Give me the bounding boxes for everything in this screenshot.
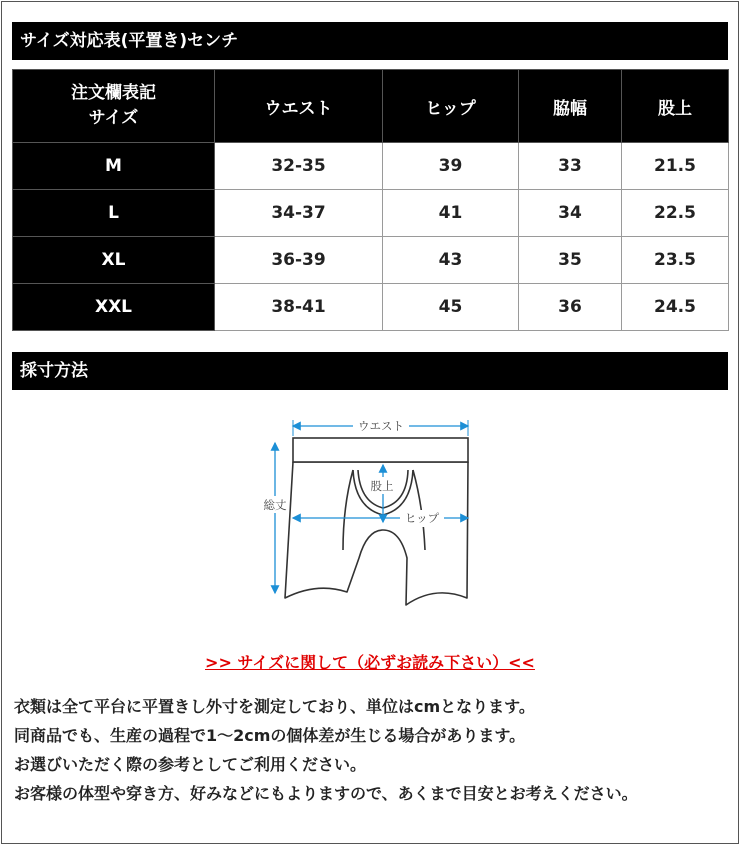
rise-value: 24.5 [622, 284, 729, 331]
measurement-method-title: 採寸方法 [12, 352, 728, 390]
size-notice-heading: >> サイズに関して（必ずお読み下さい）<< [205, 653, 535, 672]
size-table [12, 69, 729, 331]
hip-value: 39 [383, 143, 519, 190]
hip-value: 43 [383, 237, 519, 284]
waist-value: 34-37 [215, 190, 383, 237]
notes-block [14, 692, 734, 808]
column-header-waist: ウエスト [215, 70, 383, 143]
table-row [13, 284, 729, 331]
column-header-rise: 股上 [622, 70, 729, 143]
column-header-size-line2: サイズ [88, 108, 139, 128]
size-label: M [13, 143, 215, 190]
waist-label: ウエスト [358, 419, 404, 433]
note-line: お選びいただく際の参考としてご利用ください。 [14, 755, 367, 774]
hip-label: ヒップ [404, 511, 440, 525]
table-row [13, 190, 729, 237]
waist-value: 38-41 [215, 284, 383, 331]
side-value: 34 [519, 190, 622, 237]
table-header-row [13, 70, 729, 143]
size-chart-title: サイズ対応表(平置き)センチ [12, 22, 728, 60]
column-header-size-line1: 注文欄表記 [71, 83, 156, 103]
table-row [13, 143, 729, 190]
size-label: XXL [13, 284, 215, 331]
measurement-diagram [255, 410, 495, 610]
rise-value: 21.5 [622, 143, 729, 190]
column-header-hip: ヒップ [383, 70, 519, 143]
column-header-side: 脇幅 [519, 70, 622, 143]
table-row [13, 237, 729, 284]
waist-value: 32-35 [215, 143, 383, 190]
side-value: 33 [519, 143, 622, 190]
rise-label: 股上 [370, 479, 394, 493]
rise-value: 22.5 [622, 190, 729, 237]
note-line: 同商品でも、生産の過程で1～2cmの個体差が生じる場合があります。 [14, 726, 526, 745]
waist-value: 36-39 [215, 237, 383, 284]
hip-value: 45 [383, 284, 519, 331]
column-header-size [13, 70, 215, 143]
size-label: L [13, 190, 215, 237]
length-label: 総丈 [263, 498, 287, 512]
hip-value: 41 [383, 190, 519, 237]
waistband [293, 438, 468, 462]
note-line: お客様の体型や穿き方、好みなどにもよりますので、あくまで目安とお考えください。 [14, 784, 638, 803]
side-value: 35 [519, 237, 622, 284]
rise-value: 23.5 [622, 237, 729, 284]
size-label: XL [13, 237, 215, 284]
side-value: 36 [519, 284, 622, 331]
note-line: 衣類は全て平台に平置きし外寸を測定しており、単位はcmとなります。 [14, 697, 535, 716]
